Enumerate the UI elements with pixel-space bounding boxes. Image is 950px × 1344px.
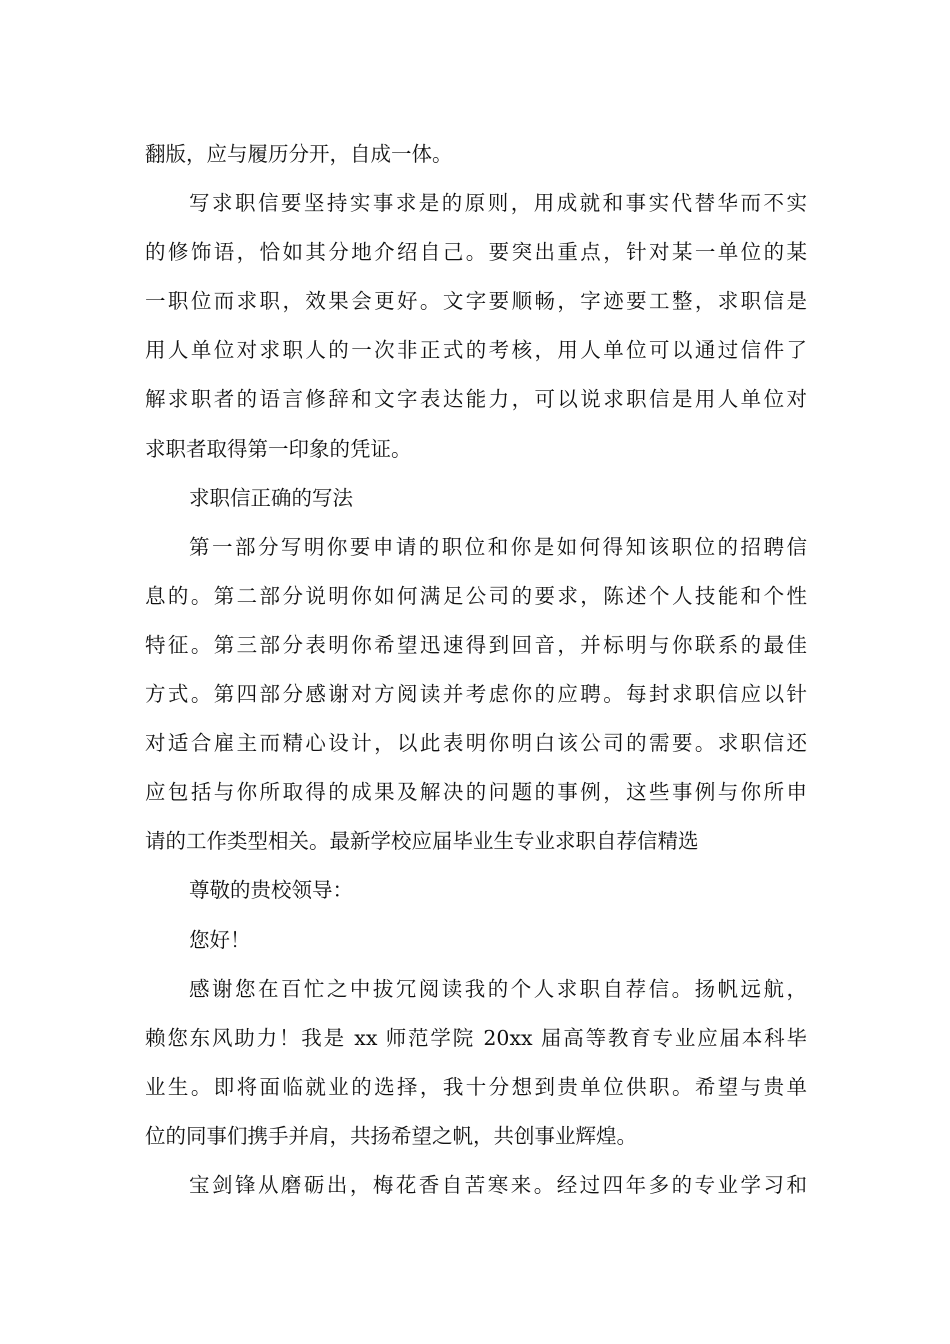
text-line: 写求职信要坚持实事求是的原则，用成就和事实代替华而不实	[189, 191, 807, 216]
text-line: 的修饰语，恰如其分地介绍自己。要突出重点，针对某一单位的某	[145, 240, 807, 265]
document-body	[145, 130, 807, 1210]
text-line: 解求职者的语言修辞和文字表达能力，可以说求职信是用人单位对	[145, 387, 807, 412]
text-line: 特征。第三部分表明你希望迅速得到回音，并标明与你联系的最佳	[145, 632, 807, 657]
text-line: 尊敬的贵校领导：	[189, 878, 353, 903]
text-line: 位的同事们携手并肩，共扬希望之帆，共创事业辉煌。	[145, 1123, 637, 1148]
text-line: 业生。即将面临就业的选择，我十分想到贵单位供职。希望与贵单	[145, 1074, 807, 1099]
text-line: 求职者取得第一印象的凭证。	[145, 436, 412, 461]
text-line: 求职信正确的写法	[189, 485, 353, 510]
text-line: 第一部分写明你要申请的职位和你是如何得知该职位的招聘信	[189, 534, 807, 559]
text-line: 应包括与你所取得的成果及解决的问题的事例，这些事例与你所申	[145, 780, 807, 805]
text-line: 翻版，应与履历分开，自成一体。	[145, 142, 453, 166]
text-line: 请的工作类型相关。最新学校应届毕业生专业求职自荐信精选	[145, 829, 699, 854]
text-line: 您好！	[189, 927, 251, 952]
text-line: 对适合雇主而精心设计，以此表明你明白该公司的需要。求职信还	[145, 731, 807, 756]
text-line: 宝剑锋从磨砺出，梅花香自苦寒来。经过四年多的专业学习和	[189, 1172, 807, 1197]
text-line: 一职位而求职，效果会更好。文字要顺畅，字迹要工整，求职信是	[145, 289, 807, 314]
text-line: 赖您东风助力！我是 xx 师范学院 20xx 届高等教育专业应届本科毕	[145, 1025, 807, 1050]
text-line: 方式。第四部分感谢对方阅读并考虑你的应聘。每封求职信应以针	[145, 682, 807, 707]
text-line: 息的。第二部分说明你如何满足公司的要求，陈述个人技能和个性	[145, 583, 807, 608]
text-line: 感谢您在百忙之中拔冗阅读我的个人求职自荐信。扬帆远航，	[189, 976, 807, 1001]
text-line: 用人单位对求职人的一次非正式的考核，用人单位可以通过信件了	[145, 338, 807, 363]
